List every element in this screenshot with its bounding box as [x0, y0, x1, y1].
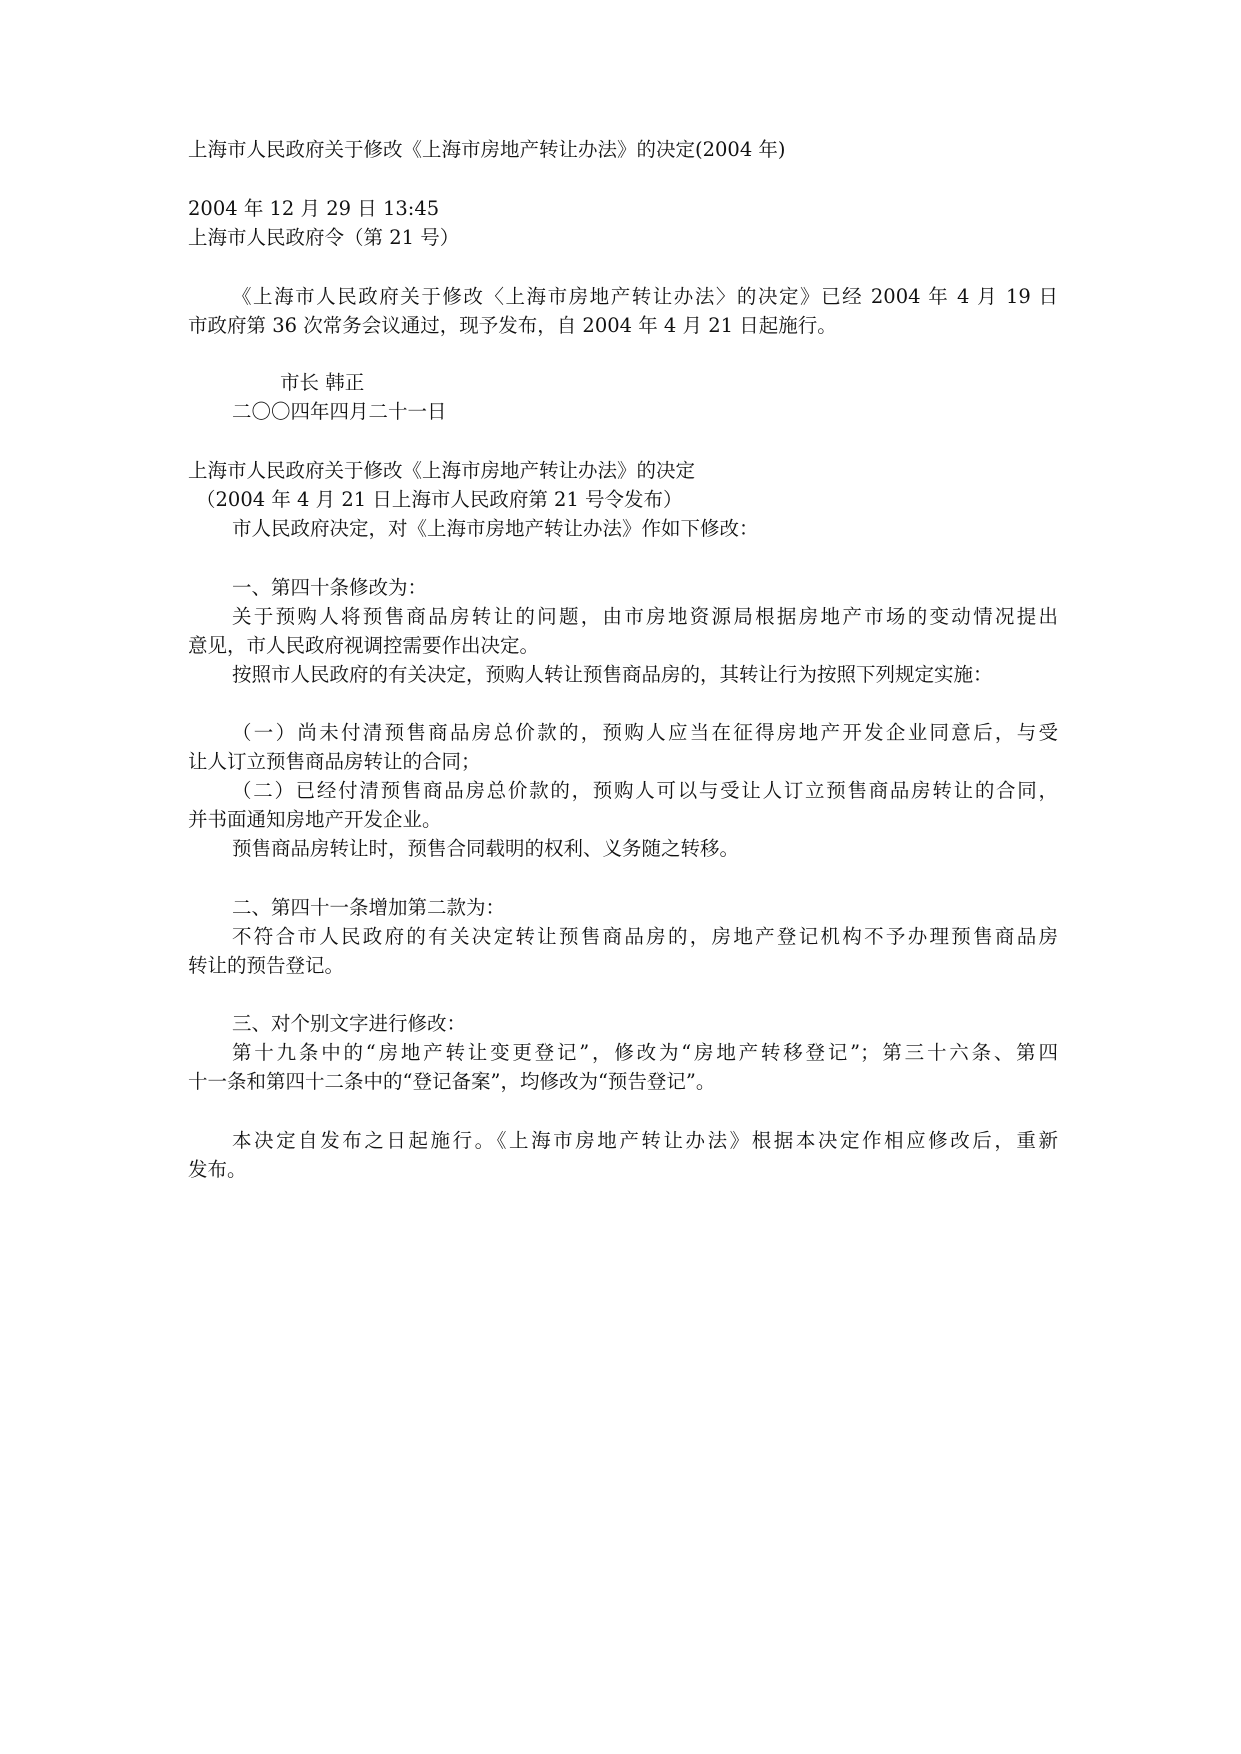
item-3-paragraph-line-2: 十一条和第四十二条中的“登记备案”，均修改为“预告登记”。 [188, 1070, 716, 1093]
item-1-sub-1-line-1: （一）尚未付清预售商品房总价款的，预购人应当在征得房地产开发企业同意后，与受 [232, 721, 1058, 744]
decision-title: 上海市人民政府关于修改《上海市房地产转让办法》的决定 [188, 459, 696, 482]
order-number: 上海市人民政府令（第 21 号） [188, 226, 460, 249]
item-1-sub-2-line-1: （二）已经付清预售商品房总价款的，预购人可以与受让人订立预售商品房转让的合同， [232, 779, 1058, 802]
promulgation-line-2: 市政府第 36 次常务会议通过，现予发布，自 2004 年 4 月 21 日起施行。 [188, 314, 837, 337]
item-1-heading: 一、第四十条修改为： [232, 576, 428, 599]
sign-date: 二〇〇四年四月二十一日 [232, 400, 447, 423]
promulgation-line-1: 《上海市人民政府关于修改〈上海市房地产转让办法〉的决定》已经 2004 年 4 月 19 日 [232, 285, 1058, 308]
item-2-paragraph-line-2: 转让的预告登记。 [188, 954, 345, 977]
item-1-paragraph-3: 预售商品房转让时，预售合同载明的权利、义务随之转移。 [232, 837, 740, 860]
publish-datetime: 2004 年 12 月 29 日 13:45 [188, 197, 440, 220]
item-3-heading: 三、对个别文字进行修改： [232, 1012, 467, 1035]
item-2-paragraph-line-1: 不符合市人民政府的有关决定转让预售商品房的，房地产登记机构不予办理预售商品房 [232, 925, 1058, 948]
closing-line-2: 发布。 [188, 1158, 247, 1181]
item-1-sub-1-line-2: 让人订立预售商品房转让的合同； [188, 750, 481, 773]
item-1-sub-2-line-2: 并书面通知房地产开发企业。 [188, 808, 442, 831]
item-2-heading: 二、第四十一条增加第二款为： [232, 896, 506, 919]
decision-intro: 市人民政府决定，对《上海市房地产转让办法》作如下修改： [232, 517, 759, 540]
document-title: 上海市人民政府关于修改《上海市房地产转让办法》的决定(2004 年) [188, 138, 786, 161]
decision-subtitle: （2004 年 4 月 21 日上海市人民政府第 21 号令发布） [196, 488, 683, 511]
item-3-paragraph-line-1: 第十九条中的“房地产转让变更登记”，修改为“房地产转移登记”；第三十六条、第四 [232, 1041, 1058, 1064]
item-1-paragraph-1-line-2: 意见，市人民政府视调控需要作出决定。 [188, 634, 540, 657]
signatory: 市长 韩正 [280, 371, 365, 394]
item-1-paragraph-1-line-1: 关于预购人将预售商品房转让的问题，由市房地资源局根据房地产市场的变动情况提出 [232, 605, 1058, 628]
item-1-paragraph-2: 按照市人民政府的有关决定，预购人转让预售商品房的，其转让行为按照下列规定实施： [232, 663, 993, 686]
closing-line-1: 本决定自发布之日起施行。《上海市房地产转让办法》根据本决定作相应修改后，重新 [232, 1129, 1058, 1152]
